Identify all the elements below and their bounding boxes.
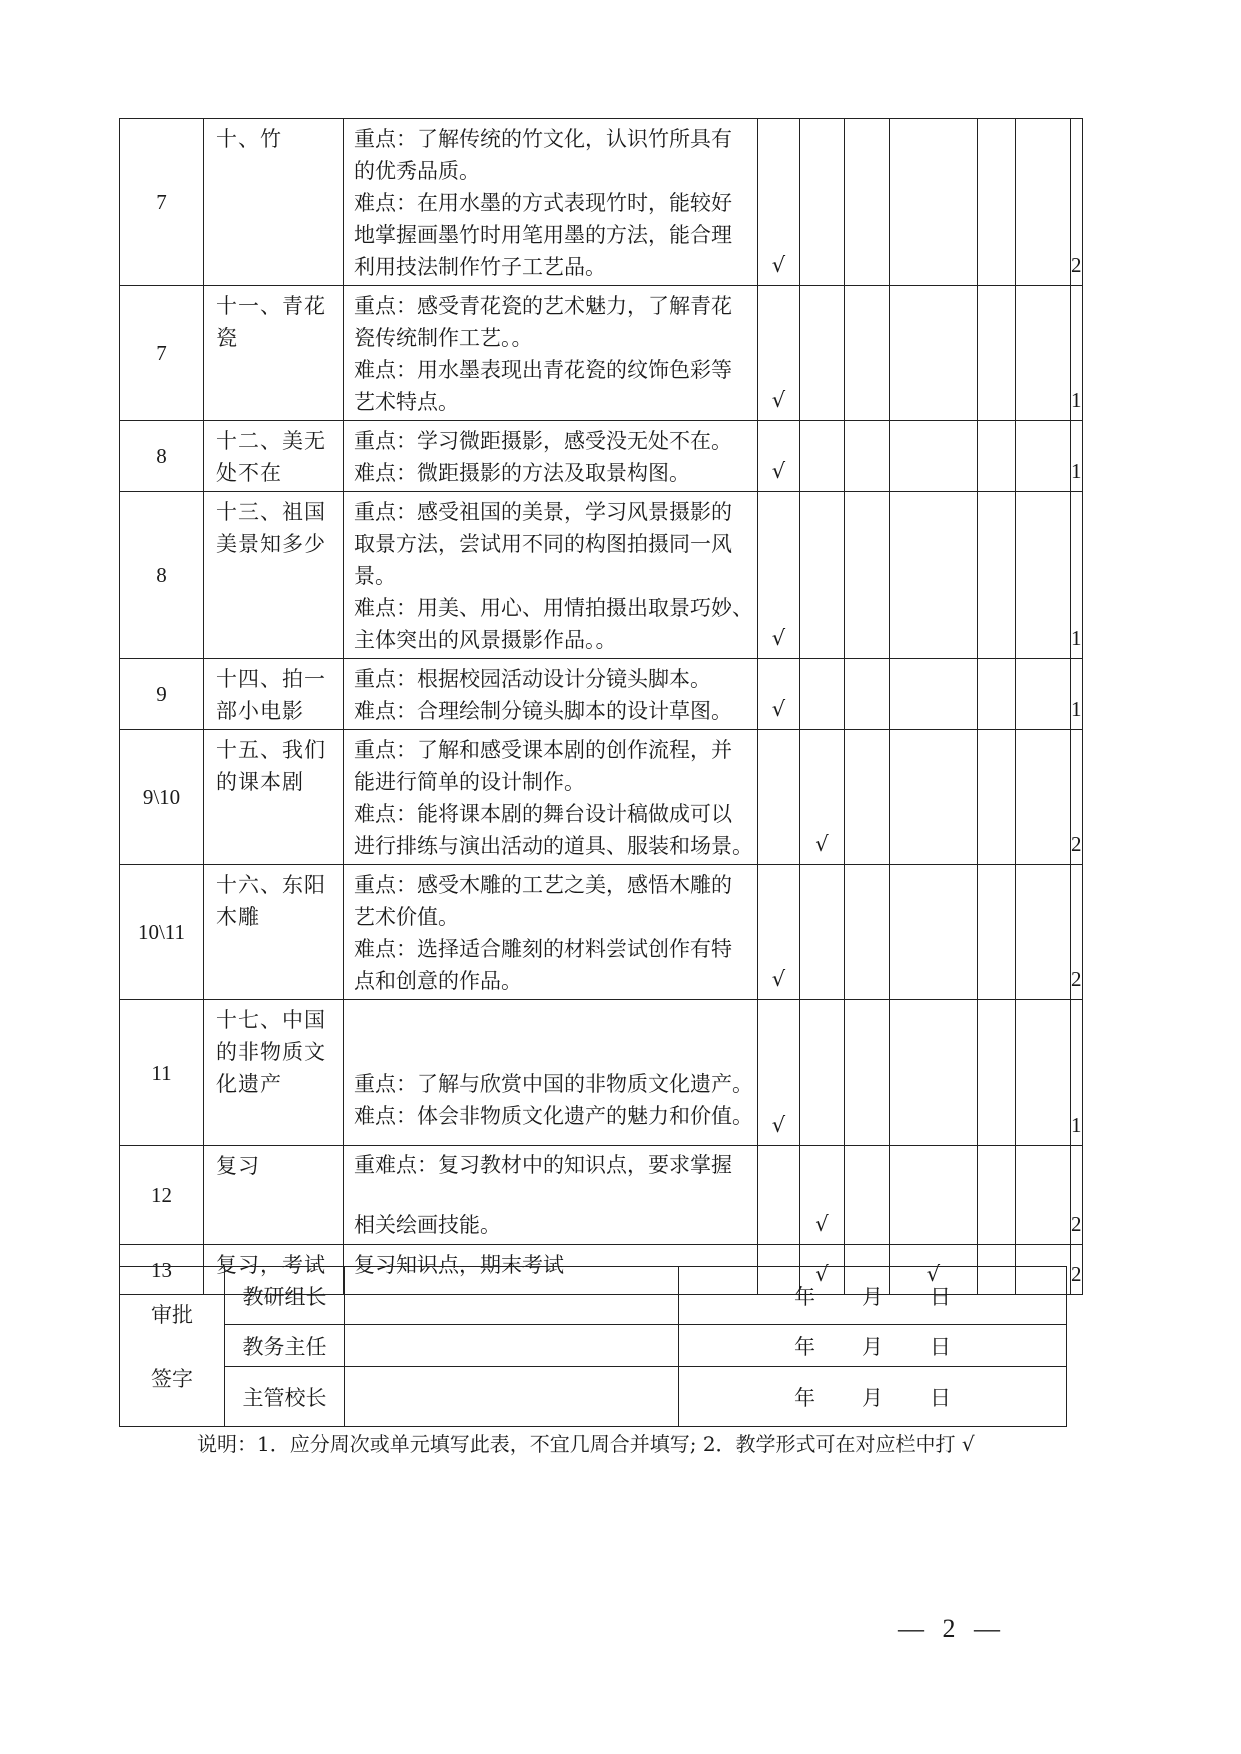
unit-line: 十六、东阳 <box>216 873 326 897</box>
date-day: 日 <box>930 1385 951 1410</box>
teaching-form-check-cell[interactable] <box>890 421 978 492</box>
signature-field[interactable] <box>345 1325 679 1367</box>
teaching-form-check-cell[interactable] <box>978 730 1016 865</box>
content-line: 艺术特点。 <box>354 390 459 414</box>
content-cell <box>344 119 758 286</box>
content-line: 利用技法制作竹子工艺品。 <box>354 255 606 279</box>
teaching-form-check-cell[interactable] <box>978 119 1016 286</box>
unit-line: 十一、青花 <box>216 294 326 318</box>
content-cell <box>344 1146 758 1245</box>
table-row <box>120 286 1083 421</box>
teaching-form-check-cell[interactable] <box>978 1146 1016 1245</box>
week-cell: 11 <box>120 1000 204 1146</box>
teaching-form-check-cell[interactable] <box>845 659 890 730</box>
content-line: 能进行简单的设计制作。 <box>354 770 585 794</box>
teaching-form-check-cell[interactable]: √ <box>758 1000 800 1146</box>
content-line: 相关绘画技能。 <box>354 1213 501 1237</box>
teaching-form-check-cell[interactable] <box>978 1000 1016 1146</box>
unit-line: 十三、祖国 <box>216 500 326 524</box>
content-line: 主体突出的风景摄影作品。。 <box>354 628 617 652</box>
content-line: 重点：感受青花瓷的艺术魅力，了解青花 <box>354 294 732 318</box>
teaching-form-check-cell[interactable] <box>758 1146 800 1245</box>
unit-line: 十、竹 <box>216 127 282 151</box>
teaching-form-check-cell[interactable] <box>800 119 845 286</box>
unit-line: 的非物质文 <box>216 1040 326 1064</box>
content-line: 重点：了解与欣赏中国的非物质文化遗产。 <box>354 1072 753 1096</box>
hours-cell: 2 <box>1071 1146 1083 1245</box>
content-line: 难点：微距摄影的方法及取景构图。 <box>354 461 690 485</box>
content-line <box>354 1004 753 1036</box>
teaching-form-check-cell[interactable] <box>845 421 890 492</box>
unit-line: 十二、美无 <box>216 429 326 453</box>
teaching-form-check-cell[interactable] <box>800 1000 845 1146</box>
content-line: 难点：选择适合雕刻的材料尝试创作有特 <box>354 937 732 961</box>
teaching-form-check-cell[interactable] <box>890 659 978 730</box>
blank-cell <box>1016 119 1071 286</box>
approval-label-line2: 签字 <box>151 1366 193 1391</box>
date-year: 年 <box>794 1385 815 1410</box>
content-line: 景。 <box>354 564 396 588</box>
date-field[interactable] <box>679 1367 1067 1427</box>
week-cell: 9 <box>120 659 204 730</box>
signature-field[interactable] <box>345 1267 679 1325</box>
teaching-form-check-cell[interactable]: √ <box>890 1245 978 1295</box>
date-month: 月 <box>862 1284 883 1309</box>
hours-cell: 1 <box>1071 421 1083 492</box>
teaching-form-check-cell[interactable] <box>890 492 978 659</box>
hours-cell: 1 <box>1071 492 1083 659</box>
unit-line: 木雕 <box>216 905 260 929</box>
unit-cell <box>204 659 344 730</box>
teaching-form-check-cell[interactable] <box>978 659 1016 730</box>
teaching-form-check-cell[interactable] <box>890 1146 978 1245</box>
unit-line: 化遗产 <box>216 1072 282 1096</box>
content-line: 重点：了解传统的竹文化，认识竹所具有 <box>354 127 732 151</box>
unit-line: 的课本剧 <box>216 770 304 794</box>
unit-line: 瓷 <box>216 326 238 350</box>
blank-cell <box>1016 865 1071 1000</box>
date-day: 日 <box>930 1334 951 1359</box>
blank-cell <box>1016 421 1071 492</box>
week-cell: 8 <box>120 492 204 659</box>
content-cell <box>344 730 758 865</box>
table-row <box>120 421 1083 492</box>
unit-cell <box>204 119 344 286</box>
teaching-form-check-cell[interactable] <box>800 659 845 730</box>
date-year: 年 <box>794 1284 815 1309</box>
table-row <box>120 865 1083 1000</box>
table-row <box>120 1146 1083 1245</box>
content-line: 难点：用美、用心、用情拍摄出取景巧妙、 <box>354 596 753 620</box>
teaching-form-check-cell[interactable]: √ <box>758 492 800 659</box>
content-line: 地掌握画墨竹时用笔用墨的方法，能合理 <box>354 223 732 247</box>
hours-cell: 2 <box>1071 119 1083 286</box>
footnote: 说明：1．应分周次或单元填写此表，不宜几周合并填写; 2．教学形式可在对应栏中打 √ <box>197 1432 975 1456</box>
teaching-form-check-cell[interactable] <box>890 865 978 1000</box>
content-line: 重点：感受木雕的工艺之美，感悟木雕的 <box>354 873 732 897</box>
teaching-form-check-cell[interactable] <box>845 286 890 421</box>
table-body <box>120 119 1083 1295</box>
content-line <box>354 1180 753 1210</box>
week-cell: 10\11 <box>120 865 204 1000</box>
teaching-form-check-cell[interactable]: √ <box>758 865 800 1000</box>
content-line: 重点：感受祖国的美景，学习风景摄影的 <box>354 500 732 524</box>
hours-cell: 1 <box>1071 659 1083 730</box>
approval-row <box>120 1367 1067 1427</box>
content-line <box>354 1036 753 1068</box>
content-line: 难点：合理绘制分镜头脚本的设计草图。 <box>354 699 732 723</box>
content-line: 重点：学习微距摄影，感受没无处不在。 <box>354 429 732 453</box>
teaching-form-check-cell[interactable] <box>845 865 890 1000</box>
blank-cell <box>1016 730 1071 865</box>
table-row <box>120 659 1083 730</box>
content-cell <box>344 1000 758 1146</box>
unit-cell <box>204 1146 344 1245</box>
hours-cell: 1 <box>1071 1000 1083 1146</box>
unit-line: 十五、我们 <box>216 738 326 762</box>
teaching-form-check-cell[interactable] <box>800 492 845 659</box>
unit-cell <box>204 286 344 421</box>
unit-line: 复习 <box>216 1154 260 1178</box>
teaching-form-check-cell[interactable] <box>978 865 1016 1000</box>
teaching-form-check-cell[interactable] <box>758 730 800 865</box>
teaching-form-check-cell[interactable]: √ <box>800 730 845 865</box>
teaching-form-check-cell[interactable] <box>800 865 845 1000</box>
teaching-form-check-cell[interactable] <box>978 421 1016 492</box>
hours-cell: 2 <box>1071 1245 1083 1295</box>
content-line: 点和创意的作品。 <box>354 969 522 993</box>
blank-cell <box>1016 1000 1071 1146</box>
date-year: 年 <box>794 1334 815 1359</box>
content-line: 难点：能将课本剧的舞台设计稿做成可以 <box>354 802 732 826</box>
week-cell: 7 <box>120 119 204 286</box>
teaching-form-check-cell[interactable] <box>800 286 845 421</box>
content-line: 取景方法，尝试用不同的构图拍摄同一风 <box>354 532 732 556</box>
unit-line: 美景知多少 <box>216 532 326 556</box>
teaching-form-check-cell[interactable] <box>978 286 1016 421</box>
teaching-form-check-cell[interactable] <box>845 492 890 659</box>
content-line: 的优秀品质。 <box>354 159 480 183</box>
content-line: 难点：用水墨表现出青花瓷的纹饰色彩等 <box>354 358 732 382</box>
date-month: 月 <box>862 1334 883 1359</box>
content-cell <box>344 659 758 730</box>
teaching-form-check-cell[interactable] <box>800 421 845 492</box>
blank-cell <box>1016 1146 1071 1245</box>
content-line: 重点：根据校园活动设计分镜头脚本。 <box>354 667 711 691</box>
teaching-form-check-cell[interactable] <box>890 730 978 865</box>
content-line: 瓷传统制作工艺。。 <box>354 326 533 350</box>
unit-line: 处不在 <box>216 461 282 485</box>
content-line: 进行排练与演出活动的道具、服装和场景。 <box>354 834 753 858</box>
blank-cell <box>1016 492 1071 659</box>
teaching-form-check-cell[interactable]: √ <box>758 286 800 421</box>
hours-cell: 1 <box>1071 286 1083 421</box>
unit-cell <box>204 865 344 1000</box>
date-day: 日 <box>930 1284 951 1309</box>
teaching-form-check-cell[interactable] <box>845 1000 890 1146</box>
role-principal: 主管校长 <box>225 1367 345 1427</box>
content-cell <box>344 286 758 421</box>
teaching-form-check-cell[interactable] <box>890 119 978 286</box>
content-cell <box>344 421 758 492</box>
teaching-form-check-cell[interactable] <box>978 492 1016 659</box>
teaching-form-check-cell[interactable] <box>890 286 978 421</box>
teaching-form-check-cell[interactable]: √ <box>800 1245 845 1295</box>
table-row <box>120 119 1083 286</box>
hours-cell: 2 <box>1071 730 1083 865</box>
content-line: 重难点：复习教材中的知识点，要求掌握 <box>354 1153 732 1177</box>
teaching-form-check-cell[interactable] <box>845 730 890 865</box>
content-line: 难点：体会非物质文化遗产的魅力和价值。 <box>354 1104 753 1128</box>
blank-cell <box>1016 659 1071 730</box>
week-cell: 7 <box>120 286 204 421</box>
teaching-form-check-cell[interactable] <box>845 119 890 286</box>
page-number: — 2 — <box>898 1614 1006 1643</box>
unit-line: 部小电影 <box>216 699 304 723</box>
teaching-form-check-cell[interactable]: √ <box>758 421 800 492</box>
unit-cell <box>204 1000 344 1146</box>
teaching-form-check-cell[interactable]: √ <box>758 119 800 286</box>
unit-line: 十七、中国 <box>216 1008 326 1032</box>
week-cell: 9\10 <box>120 730 204 865</box>
content-line: 重点：了解和感受课本剧的创作流程，并 <box>354 738 732 762</box>
unit-cell <box>204 492 344 659</box>
role-teaching-group-leader: 教研组长 <box>225 1267 345 1325</box>
table-row <box>120 1000 1083 1146</box>
date-field[interactable] <box>679 1325 1067 1367</box>
unit-cell <box>204 730 344 865</box>
signature-field[interactable] <box>345 1367 679 1427</box>
date-field[interactable] <box>679 1267 1067 1325</box>
approval-row <box>120 1325 1067 1367</box>
content-cell <box>344 492 758 659</box>
content-line: 复习知识点，期末考试 <box>354 1253 564 1277</box>
teaching-form-check-cell[interactable]: √ <box>758 659 800 730</box>
table-row <box>120 730 1083 865</box>
date-month: 月 <box>862 1385 883 1410</box>
content-line: 艺术价值。 <box>354 905 459 929</box>
content-cell <box>344 865 758 1000</box>
teaching-form-check-cell[interactable]: √ <box>800 1146 845 1245</box>
approval-table <box>119 1266 1067 1427</box>
week-cell: 8 <box>120 421 204 492</box>
teaching-form-check-cell[interactable] <box>890 1000 978 1146</box>
blank-cell <box>1016 286 1071 421</box>
role-academic-director: 教务主任 <box>225 1325 345 1367</box>
table-row <box>120 492 1083 659</box>
approval-row <box>120 1267 1067 1325</box>
week-cell: 12 <box>120 1146 204 1245</box>
unit-cell <box>204 421 344 492</box>
hours-cell: 2 <box>1071 865 1083 1000</box>
teaching-form-check-cell[interactable] <box>845 1146 890 1245</box>
teaching-plan-table <box>119 118 1083 1295</box>
unit-line: 复习，考试 <box>216 1253 326 1277</box>
unit-line: 十四、拍一 <box>216 667 326 691</box>
approval-label <box>120 1267 225 1427</box>
content-line: 难点：在用水墨的方式表现竹时，能较好 <box>354 191 732 215</box>
week-cell: 13 <box>120 1245 204 1295</box>
approval-label-line1: 审批 <box>151 1302 193 1327</box>
